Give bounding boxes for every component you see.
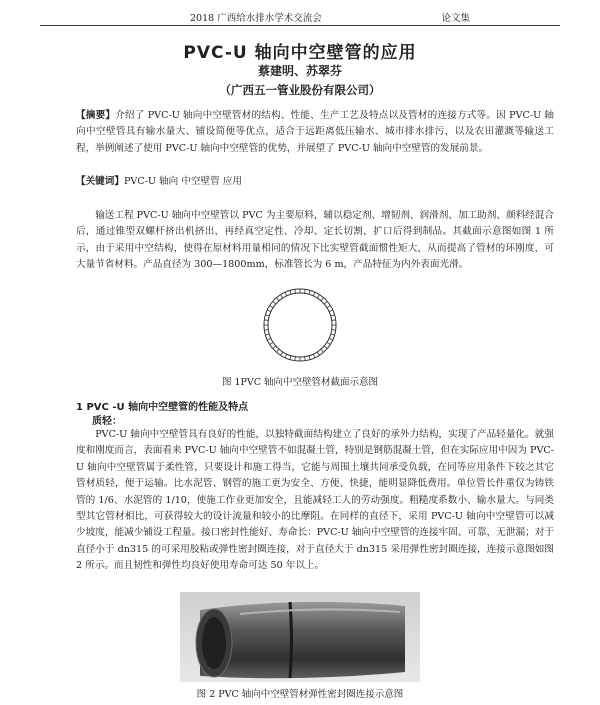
ring-rib xyxy=(327,342,330,344)
ring-rib xyxy=(273,301,276,304)
ring-rib xyxy=(324,346,327,349)
header-rule xyxy=(40,25,560,26)
ring-rib xyxy=(281,295,283,298)
ring-rib xyxy=(305,289,306,293)
ring-rib xyxy=(317,295,319,298)
ring-rib xyxy=(267,338,271,340)
section1-subheading: 质轻： xyxy=(92,416,122,427)
ring-rib xyxy=(290,356,291,360)
ring-rib xyxy=(265,334,269,335)
intro-paragraph: 输送工程 PVC-U 轴向中空壁管以 PVC 为主要原料，辅以稳定剂、增韧剂、润滑剂、加工助剂、颜料经混合后，通过锥型双螺杆挤出机挤出，再经真空定性、冷却、定长切割，扩口后得到制品。其截面示意图如图 1 所示，由于采用中空结构，使得在原材料用量相同的情况下比实壁管截面惯性矩大，从而提高了管材的环刚度，可大量节省材料。产品直径为 300—1800mm，标准管长为 6 m，产品特征为内外表面光滑。 xyxy=(76,210,554,271)
hollow-wall-ring xyxy=(264,289,336,361)
figure1-caption: 图 1PVC 轴向中空壁管材截面示意图 xyxy=(221,377,379,388)
abstract-label: 【摘要】 xyxy=(76,110,116,121)
ring-rib xyxy=(285,354,287,358)
keywords-text: PVC-U 轴向 中空壁管 应用 xyxy=(123,176,242,187)
ring-rib xyxy=(264,330,268,331)
conference-name: 2018 广西给水排水学术交流会 xyxy=(190,13,322,24)
ring-rib xyxy=(305,357,306,361)
ring-rib xyxy=(309,356,310,360)
pipe-inner-bore xyxy=(202,617,226,669)
paper-authors: 蔡建明、苏翠芬 xyxy=(257,64,342,78)
ring-rib xyxy=(295,357,296,361)
ring-rib xyxy=(313,354,315,358)
pipe-connection-photo xyxy=(180,592,420,682)
ring-rib xyxy=(331,334,335,335)
ring-rib xyxy=(331,315,335,316)
ring-rib xyxy=(290,290,291,294)
ring-rib xyxy=(321,298,324,301)
ring-rib xyxy=(285,292,287,296)
running-header xyxy=(40,8,560,24)
paper-affiliation: （广西五一管业股份有限公司） xyxy=(219,83,381,97)
figure2-caption: 图 2 PVC 轴向中空壁管材弹性密封圈连接示意图 xyxy=(196,689,404,700)
ring-rib xyxy=(273,346,276,349)
ring-rib xyxy=(317,352,319,355)
abstract-text: 介绍了 PVC-U 轴向中空壁管材的结构、性能、生产工艺及特点以及管材的连接方式等。因 PVC-U 轴向中空壁管具有输水量大、铺设简便等优点，适合于远距离低压输水、城市排水排污，以及农田灌溉等输送工程，举例阐述了使用 PVC-U 轴向中空壁管的优势，并展望了 PVC-U 轴向中空壁管的发展前景。 xyxy=(76,110,554,154)
ring-rib xyxy=(329,338,333,340)
ring-rib xyxy=(332,320,336,321)
section1-body: PVC-U 轴向中空壁管具有良好的性能，以独特截面结构建立了良好的承外力结构，实现了产品轻量化。就强度和刚度而言，表面看来 PVC-U 轴向中空壁管不如混凝土管，特别是钢筋混凝土管，但在实际应用中因为 PVC-U 轴向中空壁管属于柔性管，只要设计和施工得当，它能与周围土壤共同承受负载，在同等应用条件下较之其它管材质轻，便于运输。比水泥管、钢管的施工更为安全、方便、快捷，能明显降低费用。单位管长件重仅为铸铁管的 1/6、水泥管的 1/10，使施工作业更加安全，且能减轻工人的劳动强度。粗糙度系数小、输水量大。与同类型其它管材相比，可获得较大的设计流量和较小的比摩阻。在同样的直径下，采用 PVC-U 轴向中空壁管可以减少坡度，能减少铺设工程量。接口密封性能好、寿命长：PVC-U 轴向中空壁管的连接牢固、可靠，无泄漏；对于直径小于 dn315 的可采用胶粘或弹性密封圈连接，对于直径大于 dn315 采用弹性密封圈连接，连接示意图如图 2 所示。而且韧性和弹性均良好使用寿命可达 50 年以上。 xyxy=(76,429,554,572)
header-section: 论文集 xyxy=(441,13,470,24)
ring-rib xyxy=(281,352,283,355)
ring-rib xyxy=(270,306,273,308)
keywords xyxy=(76,174,554,190)
section1-heading: 1 PVC -U 轴向中空壁管的性能及特点 xyxy=(76,402,249,413)
ring-rib xyxy=(329,310,333,312)
ring-rib xyxy=(313,292,315,296)
ring-rib xyxy=(267,310,271,312)
ring-rib xyxy=(265,315,269,316)
ring-rib xyxy=(264,320,268,321)
ring-rib xyxy=(276,298,279,301)
ring-rib xyxy=(332,330,336,331)
ring-rib xyxy=(327,306,330,308)
pipe-cross-section-figure xyxy=(262,287,338,363)
sealing-ring-joint xyxy=(290,602,292,678)
ring-rib xyxy=(270,342,273,344)
keywords-label: 【关键词】 xyxy=(76,176,124,187)
abstract xyxy=(76,108,554,157)
ring-rib xyxy=(276,349,279,352)
ring-rib xyxy=(321,349,324,352)
paper-title: PVC-U 轴向中空壁管的应用 xyxy=(183,43,417,63)
ring-rib xyxy=(309,290,310,294)
ring-rib xyxy=(324,301,327,304)
ring-rib xyxy=(295,289,296,293)
